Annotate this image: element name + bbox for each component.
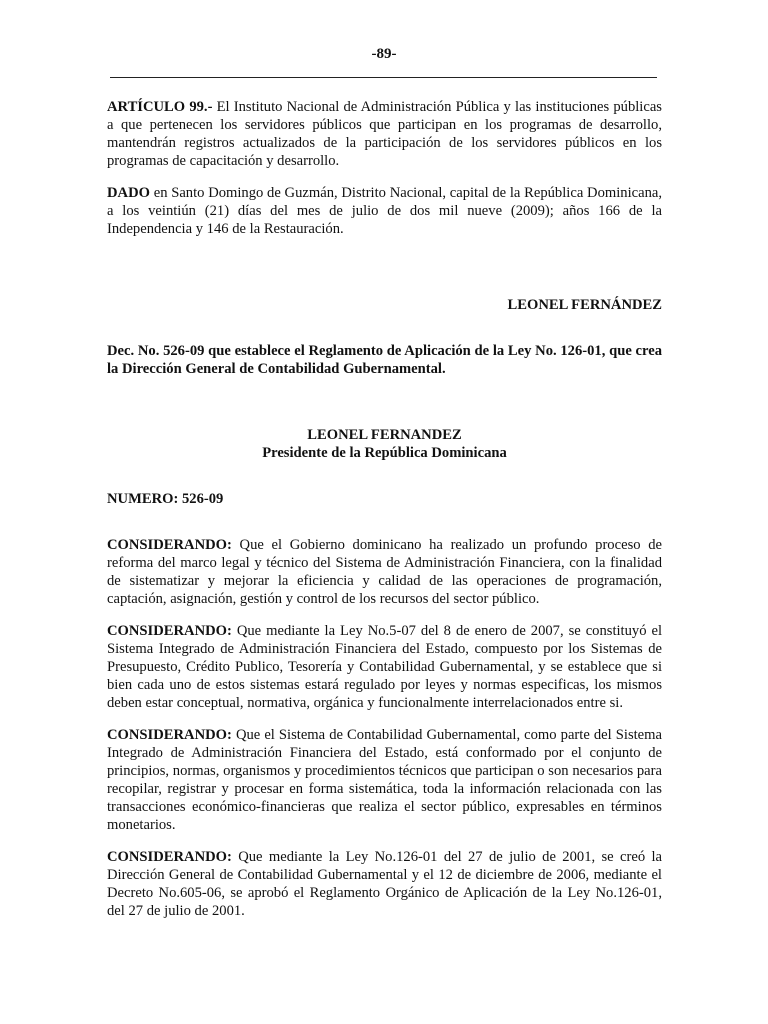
page-number: -89- (371, 46, 397, 62)
dado-label: DADO (107, 185, 150, 201)
considerando-label: CONSIDERANDO: (107, 623, 232, 639)
considerando-text: Que el Gobierno dominicano ha realizado un profundo proceso de reforma del marco legal y técnico del Sistema de Administración Financiera, con la finalidad de sistematizar y mejorar la eficiencia y calidad de las operaciones de programación, captación, asignación, gestión y control de los recursos del sector público. (107, 537, 662, 607)
signature: LEONEL FERNÁNDEZ (507, 297, 662, 313)
article-99-text: El Instituto Nacional de Administración Pública y las instituciones públicas a que pertenecen los servidores públicos que participan en los programas de desarrollo, mantendrán registros actualizados de la participación de los servidores públicos en los programas de capacitación y desarrollo. (107, 99, 662, 169)
considerando-label: CONSIDERANDO: (107, 727, 232, 743)
considerando-paragraph (107, 726, 662, 834)
article-99-paragraph (107, 98, 662, 170)
considerando-paragraph (107, 848, 662, 920)
considerando-text: Que mediante la Ley No.5-07 del 8 de enero de 2007, se constituyó el Sistema Integrado de Administración Financiera del Estado, compuesto por los Sistemas de Presupuesto, Crédito Publico, Tesorería y Contabilidad Gubernamental, y se establece que si bien cada uno de estos sistemas estará regulado por leyes y normas especificas, los mismos deben estar conceptual, normativa, orgánica y funcionalmente interrelacionados entre si. (107, 623, 662, 711)
president-title: Presidente de la República Dominicana (262, 445, 507, 461)
president-name: LEONEL FERNANDEZ (307, 427, 462, 443)
header-rule (110, 77, 657, 78)
decree-title: Dec. No. 526-09 que establece el Reglamento de Aplicación de la Ley No. 126-01, que crea la Dirección General de Contabilidad Gubernamental. (107, 343, 662, 377)
dado-text: en Santo Domingo de Guzmán, Distrito Nacional, capital de la República Dominicana, a los veintiún (21) días del mes de julio de dos mil nueve (2009); años 166 de la Independencia y 146 de la Restauración. (107, 185, 662, 237)
article-99-label: ARTÍCULO 99.- (107, 99, 213, 115)
spacer (107, 476, 662, 490)
spacer (107, 462, 662, 476)
decree-number: NUMERO: 526-09 (107, 491, 224, 507)
spacer (107, 252, 662, 296)
considerando-paragraph (107, 536, 662, 608)
spacer (107, 522, 662, 536)
considerando-text: Que mediante la Ley No.126-01 del 27 de julio de 2001, se creó la Dirección General de Contabilidad Gubernamental y el 12 de diciembre de 2006, mediante el Decreto No.605-06, se aprobó el Reglamento Orgánico de Aplicación de la Ley No.126-01, del 27 de julio de 2001. (107, 849, 662, 919)
spacer (107, 392, 662, 426)
spacer (107, 314, 662, 328)
considerando-label: CONSIDERANDO: (107, 537, 232, 553)
considerando-paragraph (107, 622, 662, 712)
considerando-text: Que el Sistema de Contabilidad Gubernamental, como parte del Sistema Integrado de Administración Financiera del Estado, está conformado por el conjunto de principios, normas, organismos y procedimientos técnicos que participan o son necesarios para recopilar, registrar y procesar en forma sistemática, toda la información relacionada con las transacciones económico-financieras que realiza el sector público, expresables en términos monetarios. (107, 727, 662, 833)
considerando-label: CONSIDERANDO: (107, 849, 232, 865)
dado-paragraph (107, 184, 662, 238)
spacer (107, 328, 662, 342)
document-body (107, 98, 662, 934)
